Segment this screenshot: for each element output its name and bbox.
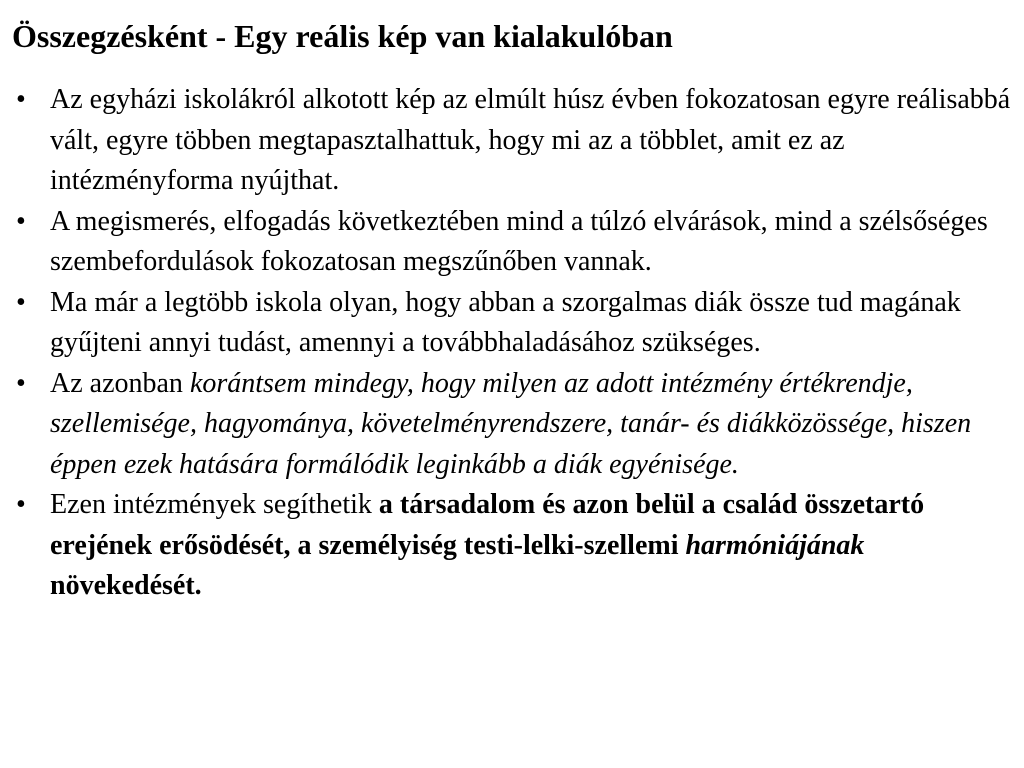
bullet-item (14, 485, 1016, 607)
bullet-item (14, 202, 1016, 283)
bullet-text: Az egyházi iskolákról alkotott kép az elmúlt húsz évben fokozatosan egyre reálisabbá vált, egyre többen megtapasztalhattuk, hogy mi az a többlet, amit ez az intézményforma nyújthat. (50, 84, 1011, 196)
bullet-text: Ma már a legtöbb iskola olyan, hogy abban a szorgalmas diák össze tud magának gyűjteni annyi tudást, amennyi a továbbhaladásához szükséges. (50, 286, 961, 358)
bullet-text-bold-italic: harmóniájának (685, 529, 865, 561)
bullet-text-bold: a társadalom és azon belül a család összetartó erejének erősödését, a személyiség testi-lelki-szellemi (50, 489, 925, 561)
bullet-list (14, 80, 1016, 607)
bullet-marker: • (16, 84, 26, 115)
slide-title: Összegzésként - Egy reális kép van kialakulóban (12, 18, 673, 54)
bullet-text-bold-end: növekedését. (50, 570, 202, 601)
bullet-item (14, 283, 1016, 364)
bullet-text-plain: Ezen intézmények segíthetik (50, 489, 379, 520)
bullet-item (14, 364, 1016, 486)
bullet-marker: • (16, 286, 26, 318)
bullet-text: A megismerés, elfogadás következtében mind a túlzó elvárások, mind a szélsőséges szembefordulások fokozatosan megszűnőben vannak. (50, 205, 988, 277)
bullet-marker: • (16, 205, 26, 237)
bullet-marker: • (16, 489, 26, 520)
bullet-text-italic: korántsem mindegy, hogy milyen az adott intézmény értékrendje, szellemisége, hagyománya, követelményrendszere, tanár- és diákközössége, hiszen éppen ezek hatására formálódik leginkább a diák egyénisége. (50, 367, 972, 480)
bullet-item (14, 80, 1016, 202)
bullet-text-plain: Az azonban (50, 367, 190, 399)
bullet-marker: • (16, 367, 26, 399)
